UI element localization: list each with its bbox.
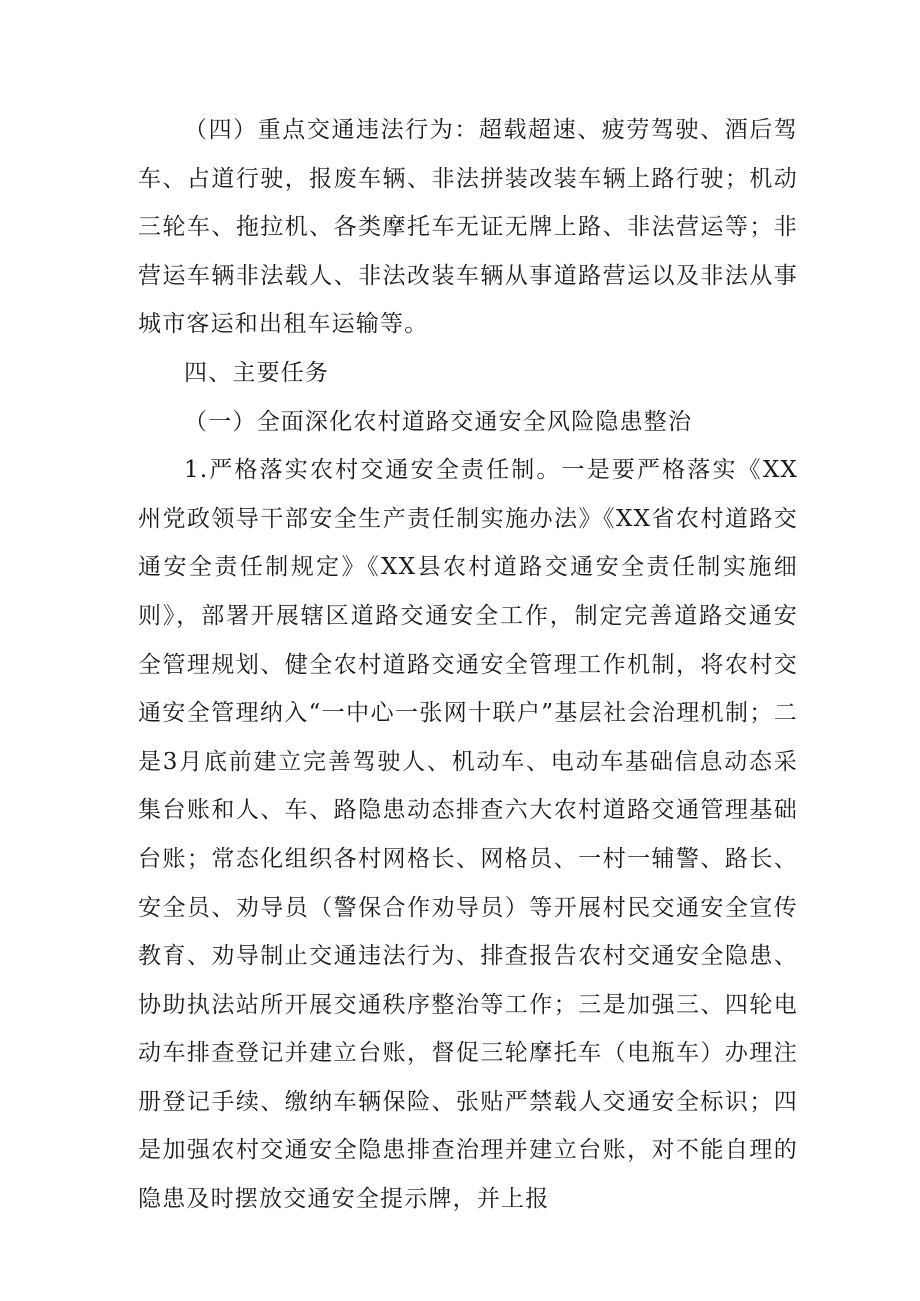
paragraph-key-violations: （四）重点交通违法行为：超载超速、疲劳驾驶、酒后驾车、占道行驶，报废车辆、非法拼装改装车辆上路行驶；机动三轮车、拖拉机、各类摩托车无证无牌上路、非法营运等；非营运车辆非法载人、非法改装车辆从事道路营运以及非法从事城市客运和出租车运输等。 [138, 117, 798, 338]
document-body [138, 106, 798, 1224]
subsection-heading-rural-risk: （一）全面深化农村道路交通安全风险隐患整治 [184, 408, 693, 435]
paragraph-responsibility-system: 1.严格落实农村交通安全责任制。一是要严格落实《XX州党政领导干部安全生产责任制实施办法》《XX省农村道路交通安全责任制规定》《XX县农村道路交通安全责任制实施细则》，部署开展辖区道路交通安全工作，制定完善道路交通安全管理规划、健全农村道路交通安全管理工作机制，将农村交通安全管理纳入“一中心一张网十联户”基层社会治理机制；二是3月底前建立完善驾驶人、机动车、电动车基础信息动态采集台账和人、车、路隐患动态排查六大农村道路交通管理基础台账；常态化组织各村网格长、网格员、一村一辅警、路长、安全员、劝导员（警保合作劝导员）等开展村民交通安全宣传教育、劝导制止交通违法行为、排查报告农村交通安全隐患、协助执法站所开展交通秩序整治等工作；三是加强三、四轮电动车排查登记并建立台账，督促三轮摩托车（电瓶车）办理注册登记手续、缴纳车辆保险、张贴严禁载人交通安全标识；四是加强农村交通安全隐患排查治理并建立台账，对不能自理的隐患及时摆放交通安全提示牌，并上报 [138, 457, 798, 1213]
section-heading-main-tasks: 四、主要任务 [184, 359, 330, 386]
